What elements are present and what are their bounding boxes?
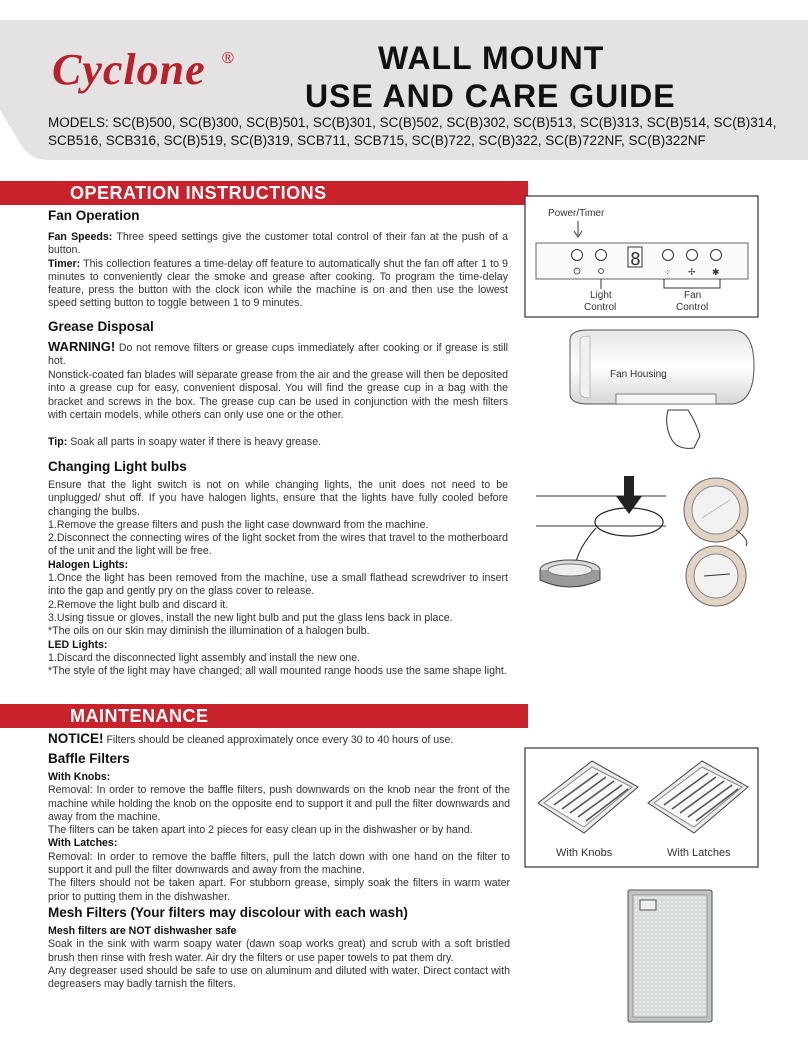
latches-removal: Removal: In order to remove the baffle filters, pull the latch down with one hand on the filter to support it and pull the filter downwards and away from the machine. — [48, 850, 510, 877]
changing-bulbs-title: Changing Light bulbs — [48, 459, 187, 474]
bulbs-step-1: 1.Remove the grease filters and push the light case downward from the machine. — [48, 518, 429, 531]
mesh-instructions — [48, 925, 510, 991]
timer-text: This collection features a time-delay off feature to automatically shut the fan off after 1 to 9 minutes to conveniently clear the smoke and grease after cooking. To program the time-delay feature, press the button with the clock icon while the machine is on and then use the lowest speed setting button to toggle between 1 to 9 minutes. — [48, 257, 508, 310]
led-step-1: 1.Discard the disconnected light assembly and install the new one. — [48, 651, 361, 664]
halogen-step-2: 2.Remove the light bulb and discard it. — [48, 598, 229, 611]
fan-speed-2-button — [687, 250, 698, 261]
baffle-instructions — [48, 771, 510, 904]
mesh-filter-figure — [618, 884, 718, 1030]
mesh-soak-text: Soak in the sink with warm soapy water (dawn soap works great) and scrub with a soft bristled brush then rinse with fresh water. Air dry the filters or use paper towels to pat them dry. — [48, 938, 510, 964]
light-control-label-2: Control — [584, 302, 617, 313]
led-note: *The style of the light may have changed; all wall mounted range hoods use the same shape light. — [48, 665, 507, 678]
knobs-label: With Knobs: — [48, 771, 111, 783]
maintenance-heading-text: MAINTENANCE — [70, 706, 209, 726]
grease-disposal-title: Grease Disposal — [48, 319, 154, 334]
with-knobs-caption: With Knobs — [556, 847, 613, 859]
hand-icon — [667, 410, 700, 448]
grease-body: Nonstick-coated fan blades will separate grease from the air and the grease will then be deposited into a grease cup for easy, convenient disposal. You will find the grease cup in a bag with the bracket and screws in the box. The grease cup can be used in conjunction with the mesh filters with certain models, while others can only use one or the other. — [48, 369, 508, 421]
knobs-cleaning: The filters can be taken apart into 2 pieces for easy clean up in the dishwasher or by hand. — [48, 824, 473, 837]
registered-mark: ® — [222, 50, 234, 67]
timer-label: Timer: — [48, 257, 81, 270]
fan-low-icon: ⁘ — [664, 268, 671, 277]
halogen-step-3: 3.Using tissue or gloves, install the new light bulb and put the glass lens back in place. — [48, 611, 453, 624]
led-label: LED Lights: — [48, 638, 108, 651]
mesh-filter-pull-tab — [640, 900, 656, 910]
power-timer-button — [572, 250, 583, 261]
maintenance-notice — [48, 732, 508, 747]
fan-speed-3-button — [711, 250, 722, 261]
fan-speed-1-button — [663, 250, 674, 261]
digit-display: 8 — [630, 249, 641, 270]
fan-high-icon: ✱ — [712, 267, 720, 277]
mesh-degreaser-text: Any degreaser used should be safe to use on aluminum and diluted with water. Direct contact with degreasers may badly tarnish the filters. — [48, 964, 510, 991]
fan-control-label-2: Control — [676, 302, 709, 313]
control-panel-figure — [524, 195, 760, 319]
fan-mid-icon: ✢ — [688, 267, 696, 277]
model-list-line-2: SCB516, SCB316, SC(B)519, SC(B)319, SCB711, SCB715, SC(B)722, SC(B)322, SC(B)722NF, SC(B)322NF — [48, 133, 706, 148]
halogen-label: Halogen Lights: — [48, 558, 129, 571]
tip-text: Soak all parts in soapy water if there is heavy grease. — [70, 436, 322, 448]
knobs-removal: Removal: In order to remove the baffle filters, push downwards on the knob near the front of the machine while holding the knob on the opposite end to support it and pull the filter downwards and away from the machine. — [48, 784, 510, 823]
latches-cleaning: The filters should not be taken apart. For stubborn grease, simply soak the filters in warm water prior to putting them in the dishwasher. — [48, 877, 510, 903]
bulbs-instructions — [48, 479, 508, 678]
fan-operation-title: Fan Operation — [48, 208, 140, 223]
latches-label: With Latches: — [48, 837, 118, 850]
fan-speeds-label: Fan Speeds: — [48, 231, 113, 243]
tip-label: Tip: — [48, 436, 68, 448]
grease-tip — [48, 436, 508, 449]
fan-operation-text — [48, 231, 508, 311]
power-timer-label: Power/Timer — [548, 208, 605, 219]
light-button — [596, 250, 607, 261]
mesh-filters-title: Mesh Filters (Your filters may discolour with each wash) — [48, 905, 408, 920]
light-control-label-1: Light — [590, 290, 612, 301]
halogen-step-1: 1.Once the light has been removed from the machine, use a small flathead screwdriver to insert into the gap and gently pry on the glass cover to release. — [48, 572, 508, 598]
notice-text: Filters should be cleaned approximately once every 30 to 40 hours of use. — [106, 734, 454, 746]
page-title-line-1: WALL MOUNT — [378, 40, 605, 76]
brand-logo: Cyclone — [52, 45, 206, 94]
page-title-line-2: USE AND CARE GUIDE — [305, 78, 676, 114]
operation-heading-text: OPERATION INSTRUCTIONS — [70, 183, 327, 203]
operation-section-heading — [0, 181, 528, 205]
bulbs-intro: Ensure that the light switch is not on while changing lights, the unit does not need to be unplugged/ shut off. If you have halogen lights, ensure that the lights have fully cooled before changing the bulbs. — [48, 479, 508, 518]
fan-housing-figure — [560, 326, 760, 458]
fan-speeds-text: Three speed settings give the customer total control of their fan at the push of a button. — [48, 231, 508, 257]
notice-label: NOTICE! — [48, 731, 104, 746]
warning-text: Do not remove filters or grease cups immediately after cooking or if grease is still hot. — [48, 342, 508, 368]
with-latches-caption: With Latches — [667, 847, 731, 859]
mesh-warning-label: Mesh filters are NOT dishwasher safe — [48, 925, 237, 937]
fan-housing-label: Fan Housing — [610, 369, 667, 380]
warning-label: WARNING! — [48, 339, 116, 354]
fan-control-label-1: Fan — [684, 290, 702, 301]
bulbs-step-2: 2.Disconnect the connecting wires of the light socket from the wires that travel to the motherboard of the unit and the light will be free. — [48, 532, 508, 558]
grease-warning — [48, 340, 508, 369]
baffle-filters-title: Baffle Filters — [48, 751, 130, 766]
model-list-line-1: MODELS: SC(B)500, SC(B)300, SC(B)501, SC(B)301, SC(B)502, SC(B)302, SC(B)513, SC(B)313, SC(B)514, SC(B)314, — [48, 115, 777, 130]
light-bulb-figure — [536, 466, 764, 608]
halogen-note: *The oils on our skin may diminish the illumination of a halogen bulb. — [48, 625, 370, 638]
baffle-filters-figure — [524, 747, 760, 869]
maintenance-section-heading — [0, 704, 528, 728]
